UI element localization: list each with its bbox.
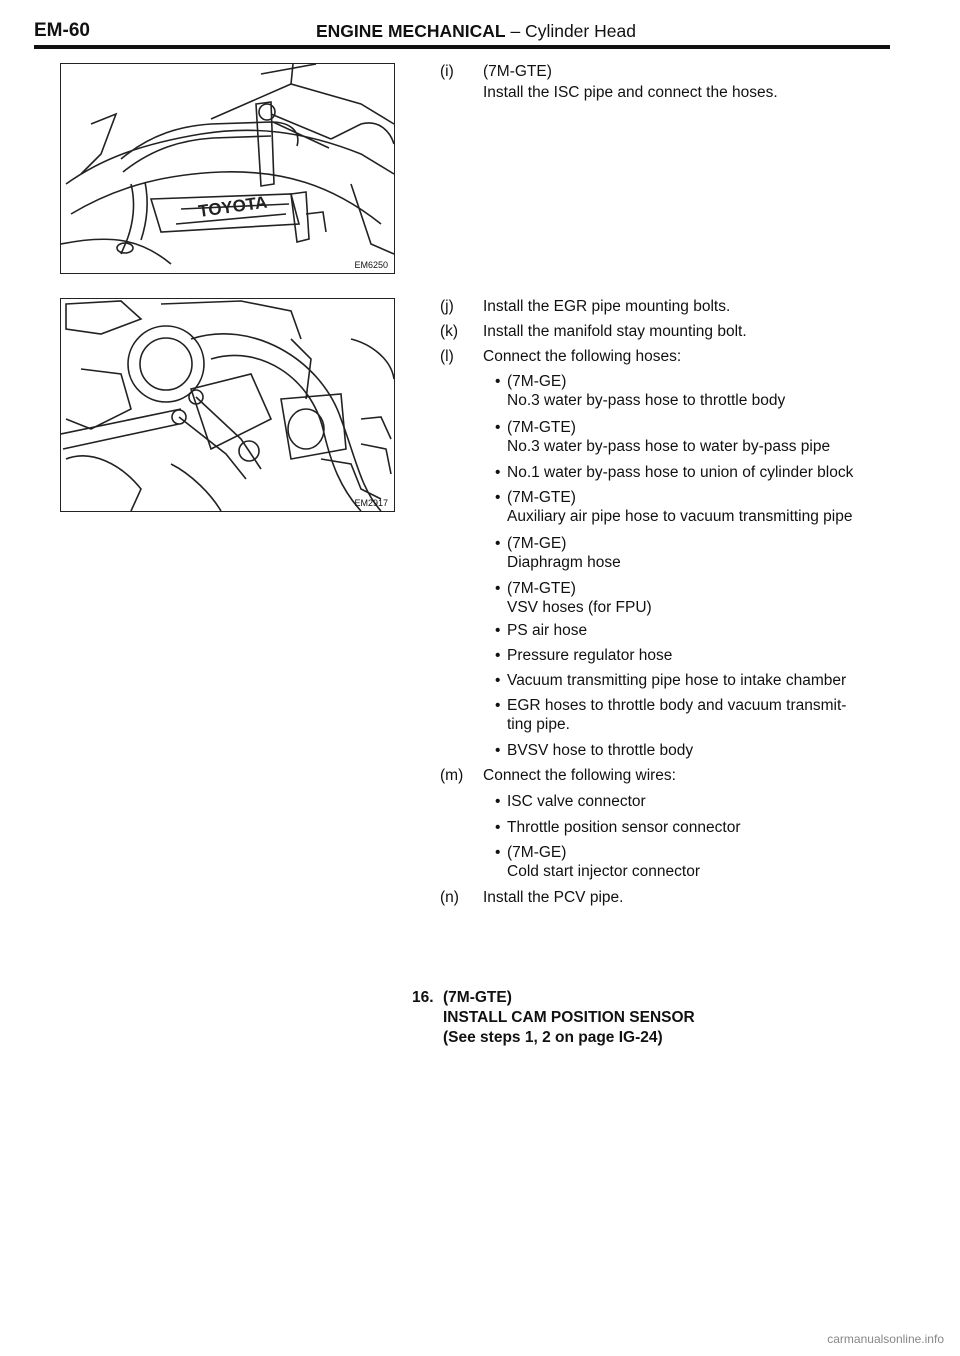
section-16-line-1: (7M-GTE) bbox=[443, 989, 512, 1006]
step-i-line-2: Install the ISC pipe and connect the hoses. bbox=[483, 84, 778, 101]
page-title bbox=[316, 21, 636, 42]
step-n-text: Install the PCV pipe. bbox=[483, 889, 624, 906]
figure-isc-pipe bbox=[60, 63, 395, 274]
watermark: carmanualsonline.info bbox=[827, 1332, 944, 1346]
hose-list-item: • (7M-GTE) VSV hoses (for FPU) bbox=[507, 579, 652, 617]
figure-code: EM6250 bbox=[354, 260, 388, 270]
engine-cover-logo: TOYOTA bbox=[197, 192, 269, 222]
step-m-text: Connect the following wires: bbox=[483, 767, 676, 784]
hose-list-item: • Pressure regulator hose bbox=[507, 646, 672, 665]
step-m-marker: (m) bbox=[440, 767, 464, 784]
hose-list-item: • No.1 water by-pass hose to union of cylinder block bbox=[507, 463, 853, 482]
step-k-marker: (k) bbox=[440, 323, 459, 340]
section-16-number: 16. bbox=[412, 989, 434, 1006]
figure-code: EM2917 bbox=[354, 498, 388, 508]
isc-pipe-illustration bbox=[61, 64, 394, 273]
wire-list-item: • ISC valve connector bbox=[507, 792, 646, 811]
hose-list-item: • (7M-GTE) No.3 water by-pass hose to water by-pass pipe bbox=[507, 418, 830, 456]
wire-list-item: • (7M-GE) Cold start injector connector bbox=[507, 843, 700, 881]
hose-list-item: • (7M-GE) Diaphragm hose bbox=[507, 534, 621, 572]
header-rule bbox=[34, 45, 890, 49]
step-k-text: Install the manifold stay mounting bolt. bbox=[483, 323, 747, 340]
step-l-marker: (l) bbox=[440, 348, 454, 365]
section-title: ENGINE MECHANICAL bbox=[316, 21, 506, 41]
step-n-marker: (n) bbox=[440, 889, 459, 906]
hose-list-item: • (7M-GTE) Auxiliary air pipe hose to vacuum transmitting pipe bbox=[507, 488, 852, 526]
step-i-marker: (i) bbox=[440, 63, 454, 80]
manifold-stay-illustration bbox=[61, 299, 394, 511]
page-code: EM-60 bbox=[34, 20, 90, 41]
step-j-text: Install the EGR pipe mounting bolts. bbox=[483, 298, 731, 315]
hose-list-item: • Vacuum transmitting pipe hose to intake chamber bbox=[507, 671, 846, 690]
section-16-line-3: (See steps 1, 2 on page IG-24) bbox=[443, 1029, 663, 1046]
step-j-marker: (j) bbox=[440, 298, 454, 315]
step-i-line-1: (7M-GTE) bbox=[483, 63, 552, 80]
step-l-text: Connect the following hoses: bbox=[483, 348, 682, 365]
section-16-line-2: INSTALL CAM POSITION SENSOR bbox=[443, 1009, 695, 1026]
hose-list-item: • BVSV hose to throttle body bbox=[507, 741, 693, 760]
wire-list-item: • Throttle position sensor connector bbox=[507, 818, 740, 837]
hose-list-item: • PS air hose bbox=[507, 621, 587, 640]
hose-list-item: • EGR hoses to throttle body and vacuum transmit- ting pipe. bbox=[507, 696, 846, 734]
hose-list-item: • (7M-GE) No.3 water by-pass hose to throttle body bbox=[507, 372, 785, 410]
figure-manifold-stay bbox=[60, 298, 395, 512]
subsection-title: – Cylinder Head bbox=[505, 21, 636, 41]
